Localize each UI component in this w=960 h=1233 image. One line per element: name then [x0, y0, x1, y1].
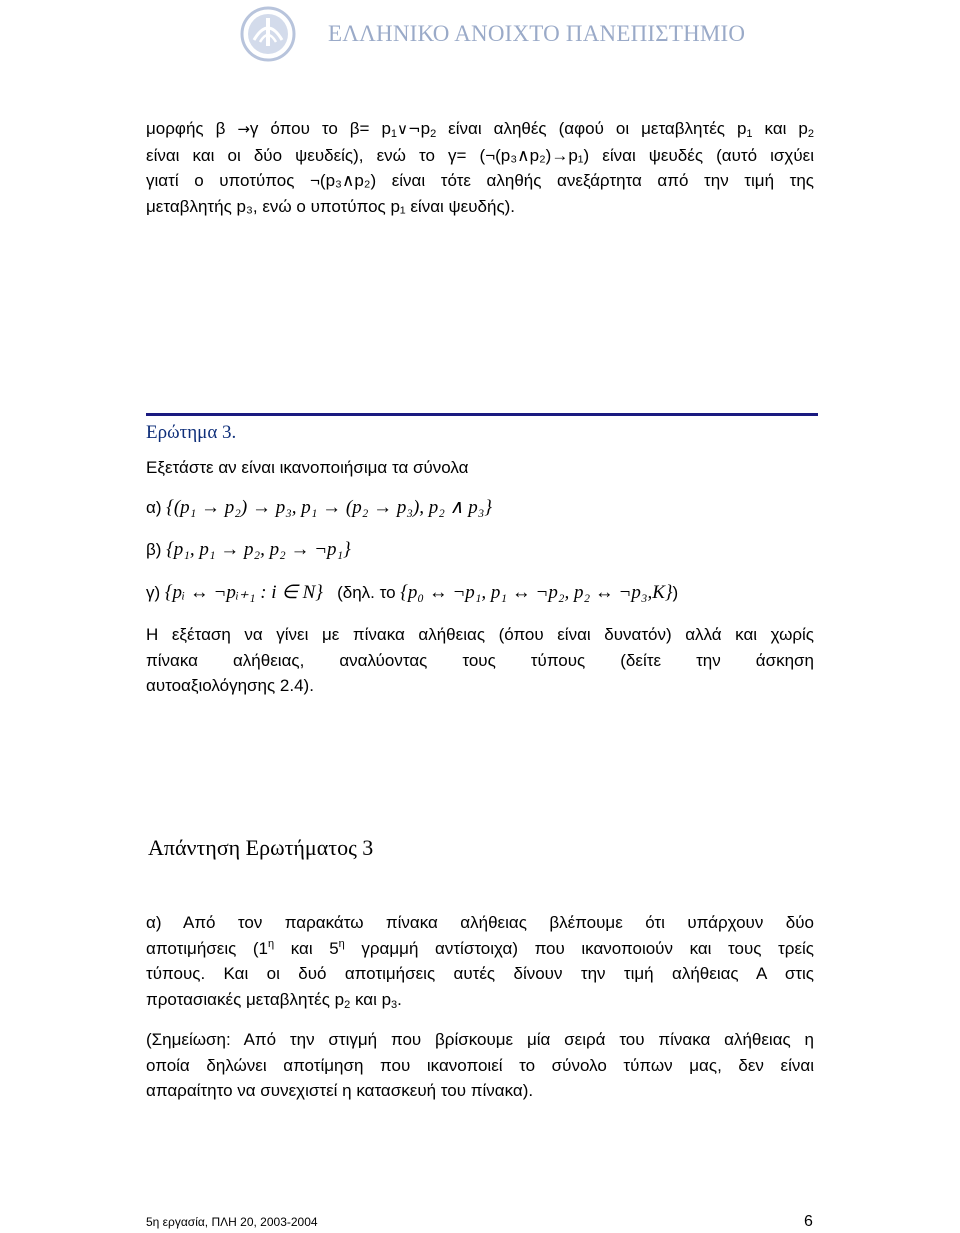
instr-line-2: πίνακα αλήθειας, αναλύοντας τους τύπους (δείτε την άσκηση — [146, 650, 814, 670]
instr-line-1: Η εξέταση να γίνει με πίνακα αλήθειας (όπου είναι δυνατόν) αλλά και χωρίς — [146, 625, 814, 644]
answer-p2-line-3: απαραίτητο να συνεχιστεί η κατασκευή του πίνακα). — [146, 1081, 534, 1100]
intro-line-3: γιατί ο υποτύπος ¬(p₃∧p₂) είναι τότε αληθής ανεξάρτητα από την τιμή της — [146, 171, 814, 190]
question-prompt: Εξετάστε αν είναι ικανοποιήσιμα τα σύνολα — [146, 458, 469, 477]
university-name: ΕΛΛΗΝΙΚΟ ΑΝΟΙΧΤΟ ΠΑΝΕΠΙΣΤΗΜΙΟ — [328, 21, 746, 46]
formula-a-expression: {(p₁ → p₂) → p₃, p₁ → (p₂ → p₃), p₂ ∧ p₃} — [166, 497, 492, 518]
formula-c-expression: {pᵢ ↔ ¬pᵢ₊₁ : i ∈ N} — [164, 582, 323, 603]
formula-b — [146, 539, 351, 561]
formula-b-label: β) — [146, 540, 162, 559]
answer-p2-line-1: (Σημείωση: Από την στιγμή που βρίσκουμε μία σειρά του πίνακα αλήθειας η — [146, 1030, 814, 1049]
intro-paragraph — [146, 116, 814, 219]
question-instructions — [146, 622, 814, 699]
answer-p1-line-1: α) Από τον παρακάτω πίνακα αλήθειας βλέπουμε ότι υπάρχουν δύο — [146, 913, 814, 932]
answer-p1-line-4: προτασιακές μεταβλητές $p_2$ και $p_3$. — [146, 989, 402, 1011]
instr-line-3: αυτοαξιολόγησης 2.4). — [146, 676, 314, 695]
intro-line-4: μεταβλητής p₃, ενώ ο υποτύπος p₁ είναι ψευδής). — [146, 196, 516, 216]
footer-course-info: 5η εργασία, ΠΛΗ 20, 2003-2004 — [146, 1215, 318, 1229]
formula-b-expression: {p₁, p₁ → p₂, p₂ → ¬p₁} — [166, 539, 351, 560]
answer-paragraph-2 — [146, 1027, 814, 1104]
answer-p1-line-3: τύπους. Και οι δυό αποτιμήσεις αυτές δίνουν την τιμή αλήθειας Α στις — [146, 964, 814, 983]
formula-a — [146, 496, 492, 519]
answer-title: Απάντηση Ερωτήματος 3 — [148, 835, 374, 860]
formula-c-note-prefix: (δηλ. το — [337, 583, 396, 602]
page-number: 6 — [804, 1213, 813, 1230]
formula-c-note-suffix: ) — [672, 583, 679, 602]
answer-p2-line-2: οποία δηλώνει αποτίμηση που ικανοποιεί το σύνολο τύπων μας, δεν είναι — [146, 1055, 814, 1075]
formula-c-note-expression: {p₀ ↔ ¬p₁, p₁ ↔ ¬p₂, p₂ ↔ ¬p₃,K} — [400, 582, 673, 603]
answer-paragraph-1 — [146, 910, 814, 1012]
formula-c — [146, 581, 678, 604]
formula-a-label: α) — [146, 498, 162, 517]
eap-logo-icon — [240, 6, 296, 62]
question-title: Ερώτημα 3. — [146, 422, 237, 443]
answer-p1-line-2: αποτιμήσεις ($1^\eta$ και $5^\eta$ γραμμή αντίστοιχα) που ικανοποιούν και τους τρείς — [146, 937, 814, 958]
intro-line-2: είναι και οι δύο ψευδείς), ενώ το γ= (¬(p₃∧p₂)→p₁) είναι ψευδές (αυτό ισχύει — [146, 145, 814, 165]
section-divider — [146, 413, 818, 416]
formula-c-label: γ) — [146, 583, 161, 602]
intro-line-1: μορφής β →γ όπου το $\beta= p_1\vee\neg p_2$ είναι αληθές (αφού οι μεταβλητές $p_1$ και $p_2$ — [146, 119, 814, 140]
